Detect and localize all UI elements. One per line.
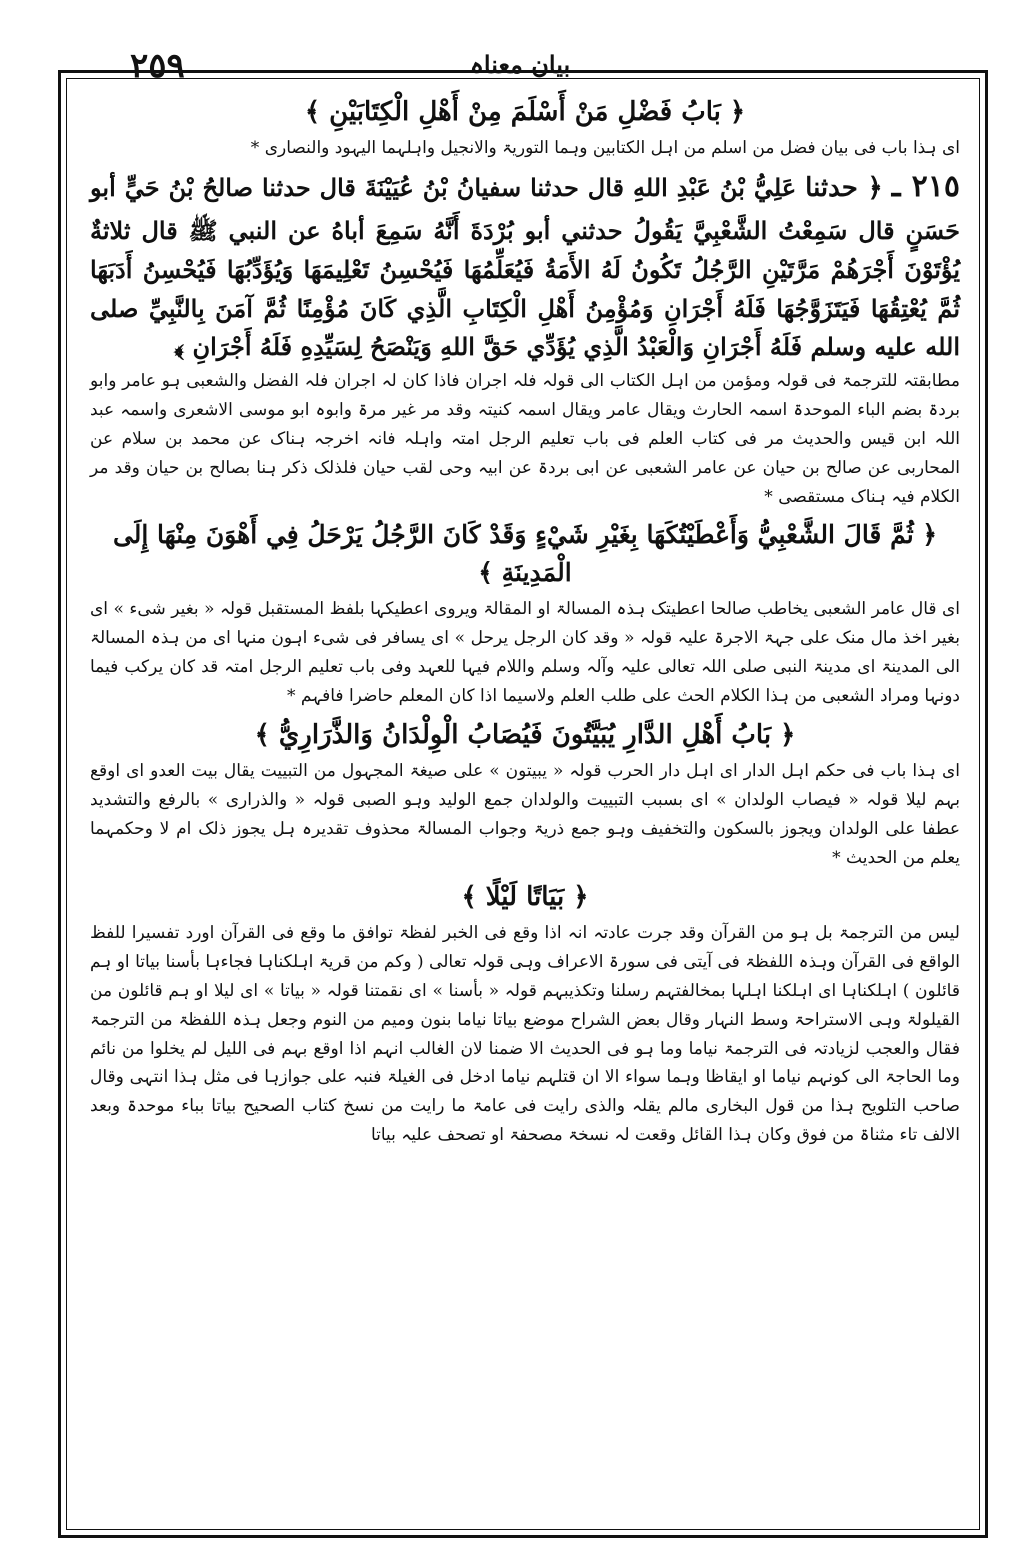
page-number: ٢٥٩ — [130, 46, 185, 86]
hadith-number: ٢١٥ ـ — [891, 169, 961, 205]
hadith-commentary: مطابقتہ للترجمۃ فی قولہ ومؤمن من اہل الکتاب الی قولہ فلہ اجران فاذا کان لہ اجران فلہ الفضل والشعبی ہو عامر وابو بردۃ بضم الباء الموحدۃ اسمہ الحارث ویقال عامر ویقال اسمہ کنیتہ وقد مر غیر مرۃ وابوہ ابو موسی الاشعری واسمہ عبد اللہ ابن قیس والحدیث مر فی کتاب العلم فی باب تعلیم الرجل امتہ واہلہ فانہ اخرجہ ہناک عن محمد بن سلام عن المحاربی عن صالح بن حیان عن عامر الشعبی عن ابی بردۃ عن ابیہ وحی لقب حیان فلذلک ذکر ہنا بصالح بن حیان وقد مر الکلام فیہ ہناک مستقصی * — [90, 371, 960, 507]
page-body — [90, 88, 960, 1520]
page-header — [60, 20, 980, 86]
hadith-text: عَلِيُّ بْنُ عَبْدِ اللهِ قال حدثنا سفيانُ بْنُ عُيَيْنَةَ قال حدثنا صالحُ بْنُ حَيٍّ أبو حَسَنٍ قال سَمِعْتُ الشَّعْبِيَّ يَقُولُ حدثني أبو بُرْدَةَ أَنَّهُ سَمِعَ أباهُ عن النبي ﷺ قال ثلاثةٌ يُؤْتَوْنَ أَجْرَهُمْ مَرَّتَيْنِ الرَّجُلُ تَكُونُ لَهُ الأَمَةُ فَيُعَلِّمُهَا فَيُحْسِنُ تَعْلِيمَهَا وَيُؤَدِّبُهَا فَيُحْسِنُ أَدَبَهَا ثُمَّ يُعْتِقُهَا فَيَتَزَوَّجُهَا فَلَهُ أَجْرَانِ وَمُؤْمِنُ أَهْلِ الْكِتَابِ الَّذِي كَانَ مُؤْمِنًا ثُمَّ آمَنَ بِالنَّبِيِّ صلى الله عليه وسلم فَلَهُ أَجْرَانِ وَالْعَبْدُ الَّذِي يُؤَدِّي حَقَّ اللهِ وَيَنْصَحُ لِسَيِّدِهِ فَلَهُ أَجْرَانِ ﴾ — [90, 173, 960, 362]
bayatan-commentary: لیس من الترجمۃ بل ہو من القرآن وقد جرت عادتہ انہ اذا وقع فی الخبر لفظۃ توافق ما وقع فی القرآن اورد تفسیرا للفظ الواقع فی القرآن وہذہ اللفظۃ فی آیتی فی سورۃ الاعراف وہی قولہ تعالی ( وکم من قریۃ اہلکناہا فجاءہا بأسنا بیاتا او ہم قائلون ) اہلکناہا ای اہلکنا اہلہا بمخالفتہم رسلنا وتکذیبہم قولہ « بأسنا » ای نقمتنا قولہ « بیاتا » ای لیلا او ہم قائلون من القیلولۃ وہی الاستراحۃ وسط النہار وقال بعض الشراح موضع بیاتا نیاما بنون ومیم من النوم وجعل ہذہ اللفظۃ من الترجمۃ فقال والعجب لزیادتہ فی الترجمۃ نیاما وما ہو فی الحدیث الا ضمنا لان الغالب انہم اذا اوقع بہم فی اللیل لم یخلوا من نائم وما الحاجۃ الی کونہم نیاما او ایقاظا وہما سواء الا ان قتلہم نیاما ادخل فی الغیلۃ فنبہ علی جوازہا فی مثل ہذا انتہی وقال صاحب التلویح ہذا من قول البخاری مالم یقلہ والذی رایت فی عامۃ ما رایت من نسخ کتاب الصحیح بیاتا بباء موحدۃ وبعد الالف تاء مثناۃ من فوق وکان ہذا القائل وقعت لہ نسخۃ مصحفۃ او تصحف علیہ بیاتا — [90, 922, 960, 1146]
hadith-formula: ﴿ حدثنا — [805, 173, 883, 204]
night-raid-commentary: ای ہذا باب فی حکم اہل الدار ای اہل دار الحرب قولہ « یبیتون » علی صیغۃ المجہول من التبییت یقال بیت العدو ای اوقع بہم لیلا قولہ « فیصاب الولدان » ای بسبب التبییت والولدان جمع الولید وہو الصبی قولہ « والذراری » بالرفع والتشدید عطفا علی الولدان ویجوز بالسکون والتخفیف وہو جمع ذریۃ وجواب المسالۃ محذوف تقدیرہ ہل یجوز ذلک ام لا وحکمہما یعلم من الحدیث * — [90, 761, 960, 868]
shabi-quote-heading: ﴿ ثُمَّ قَالَ الشَّعْبِيُّ وَأَعْطَيْتُكَهَا بِغَيْرِ شَيْءٍ وَقَدْ كَانَ الرَّجُلُ يَرْحَلُ فِي أَهْوَنَ مِنْهَا إِلَى الْمَدِينَةِ ﴾ — [112, 519, 938, 588]
running-title: بیان معناہ — [469, 50, 571, 79]
shabi-quote-commentary: ای قال عامر الشعبی یخاطب صالحا اعطیتک ہذہ المسالۃ او المقالۃ ویروی اعطیکہا بلفظ المستقبل قولہ « بغیر شیء » ای بغیر اخذ مال منک علی جہۃ الاجرۃ علیہ قولہ « وقد کان الرجل یرحل » ای یسافر فی شیء اہون منہا ای من ہذہ المسالۃ الی المدینۃ ای مدینۃ النبی صلی اللہ تعالی علیہ وآلہ وسلم واللام فیہا للعہد وفی باب تعلیم الرجل امتہ قد کان یرکب فیما دونہا ومراد الشعبی من ہذا الکلام الحث علی طلب العلم ولاسیما اذا کان المعلم حاضرا فافہم * — [90, 599, 960, 706]
bayatan-heading: ﴿ بَيَاتًا لَيْلًا ﴾ — [461, 881, 589, 912]
bab-explanation: ای ہذا باب فی بیان فضل من اسلم من اہل الکتابین وہما التوریۃ والانجیل واہلہما الیہود والنصاری * — [250, 138, 960, 159]
bab-heading-virtue-of-convert: ﴿ بَابُ فَضْلِ مَنْ أَسْلَمَ مِنْ أَهْلِ الْكِتَابَيْنِ ﴾ — [304, 97, 746, 127]
hadith-215 — [90, 163, 960, 367]
bab-heading-night-raid: ﴿ بَابُ أَهْلِ الدَّارِ يُبَيَّتُونَ فَيُصَابُ الْوِلْدَانُ وَالذَّرَارِيُّ ﴾ — [254, 719, 796, 750]
